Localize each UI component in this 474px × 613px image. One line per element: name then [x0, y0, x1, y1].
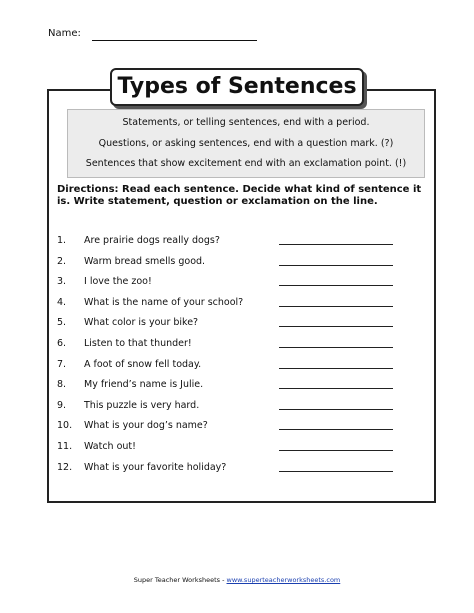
- question-text: Warm bread smells good.: [84, 255, 206, 267]
- answer-line[interactable]: [279, 368, 393, 369]
- question-text: What color is your bike?: [84, 317, 199, 329]
- question-number: 5.: [57, 317, 67, 329]
- answer-line[interactable]: [279, 388, 393, 389]
- question-number: 8.: [57, 379, 67, 391]
- question-number: 7.: [57, 358, 67, 370]
- question-text: This puzzle is very hard.: [84, 399, 200, 411]
- footer: [0, 576, 474, 584]
- answer-line[interactable]: [279, 285, 393, 286]
- question-text: Are prairie dogs really dogs?: [84, 235, 220, 246]
- question-number: 10.: [57, 420, 73, 432]
- question-number: 9.: [57, 399, 67, 411]
- question-text: My friend’s name is Julie.: [84, 379, 204, 391]
- question-text: I love the zoo!: [84, 276, 152, 288]
- directions-text: Directions: Read each sentence. Decide what kind of sentence it is. Write statement, question or exclamation on the line.: [57, 184, 422, 207]
- name-line[interactable]: [92, 40, 257, 41]
- answer-line[interactable]: [279, 450, 393, 451]
- footer-separator: -: [220, 576, 227, 584]
- rule-statement: Statements, or telling sentences, end with a period.: [122, 117, 370, 128]
- answer-line[interactable]: [279, 244, 393, 245]
- answer-line[interactable]: [279, 347, 393, 348]
- question-number: 6.: [57, 338, 67, 349]
- question-number: 2.: [57, 255, 67, 267]
- answer-line[interactable]: [279, 471, 393, 472]
- answer-line[interactable]: [279, 429, 393, 430]
- answer-line[interactable]: [279, 326, 393, 327]
- footer-url[interactable]: www.superteacherworksheets.com: [226, 576, 341, 584]
- question-number: 4.: [57, 296, 67, 308]
- name-label: Name:: [48, 28, 81, 39]
- rule-exclamation: Sentences that show excitement end with an exclamation point. (!): [85, 158, 407, 169]
- answer-line[interactable]: [279, 265, 393, 266]
- question-number: 1.: [57, 235, 67, 246]
- answer-line[interactable]: [279, 306, 393, 307]
- page-title: Types of Sentences: [110, 68, 364, 106]
- question-text: What is the name of your school?: [84, 296, 244, 308]
- question-text: A foot of snow fell today.: [84, 358, 202, 370]
- question-text: Watch out!: [84, 441, 136, 452]
- question-number: 12.: [57, 461, 73, 473]
- name-field[interactable]: [48, 28, 81, 39]
- footer-brand: Super Teacher Worksheets: [133, 576, 221, 584]
- question-number: 3.: [57, 276, 67, 288]
- question-text: What is your dog’s name?: [84, 420, 208, 432]
- rules-box: [67, 109, 425, 178]
- question-text: Listen to that thunder!: [84, 338, 192, 349]
- answer-line[interactable]: [279, 409, 393, 410]
- question-number: 11.: [57, 441, 73, 452]
- question-text: What is your favorite holiday?: [84, 461, 227, 473]
- rule-question: Questions, or asking sentences, end with a question mark. (?): [98, 138, 394, 149]
